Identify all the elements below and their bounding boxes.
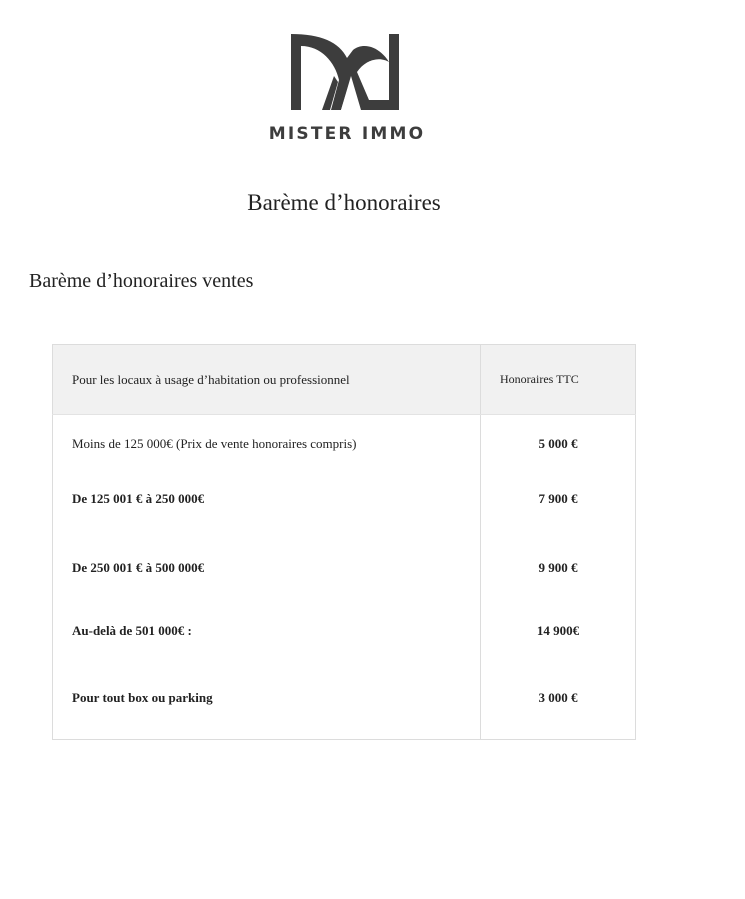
- table-row: [53, 612, 636, 679]
- row-description: Au-delà de 501 000€ :: [72, 623, 192, 638]
- row-description-cell: [53, 546, 481, 612]
- table-header-row: [53, 345, 636, 415]
- row-fee: 14 900€: [536, 623, 580, 638]
- table-row: [53, 477, 636, 546]
- page-title: Barème d’honoraires: [247, 190, 441, 215]
- row-fee-cell: [481, 415, 636, 478]
- row-fee-cell: [481, 612, 636, 679]
- row-description-cell: [53, 477, 481, 546]
- row-description: De 125 001 € à 250 000€: [72, 491, 205, 506]
- row-description: Moins de 125 000€ (Prix de vente honoraires compris): [72, 436, 357, 451]
- header-description: Pour les locaux à usage d’habitation ou professionnel: [53, 345, 481, 415]
- mister-immo-logo-mark-icon: [291, 32, 401, 112]
- logo: [258, 32, 436, 147]
- row-fee-cell: [481, 679, 636, 740]
- brand-name: MISTER IMMO: [268, 124, 426, 144]
- row-description-cell: [53, 612, 481, 679]
- row-fee: 3 000 €: [538, 690, 578, 705]
- row-fee: 9 900 €: [538, 560, 578, 575]
- row-fee: 7 900 €: [538, 491, 578, 506]
- row-description-cell: [53, 679, 481, 740]
- row-fee: 5 000 €: [538, 436, 578, 451]
- row-description-cell: [53, 415, 481, 478]
- fees-table: [52, 344, 636, 740]
- row-description: Pour tout box ou parking: [72, 690, 213, 705]
- table-row: [53, 546, 636, 612]
- section-title: Barème d’honoraires ventes: [29, 270, 254, 292]
- header-fee: Honoraires TTC: [481, 345, 636, 415]
- row-fee-cell: [481, 477, 636, 546]
- row-description: De 250 001 € à 500 000€: [72, 560, 205, 575]
- row-fee-cell: [481, 546, 636, 612]
- table-row: [53, 415, 636, 478]
- table-row: [53, 679, 636, 740]
